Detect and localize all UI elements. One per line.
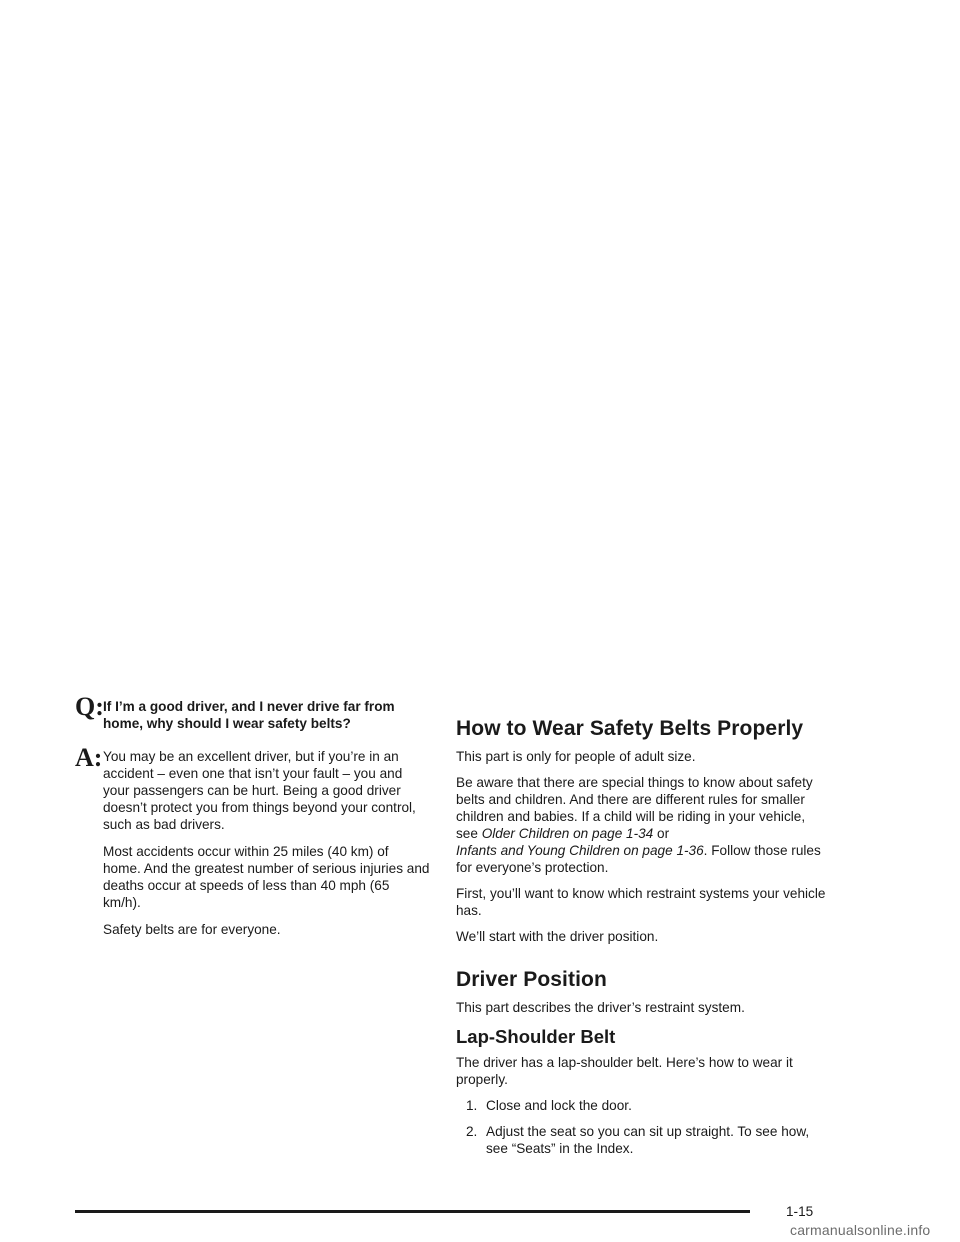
- step-number: 1.: [466, 1098, 478, 1113]
- steps-list: [456, 1097, 828, 1157]
- question-text: If I’m a good driver, and I never drive far from home, why should I wear safety belts?: [103, 699, 395, 731]
- answer-block: [75, 744, 430, 833]
- section-heading: How to Wear Safety Belts Properly: [456, 717, 804, 740]
- answer-paragraph: Safety belts are for everyone.: [103, 922, 281, 937]
- paragraph: First, you’ll want to know which restraint systems your vehicle has.: [456, 886, 826, 918]
- paragraph-with-references: [456, 774, 828, 876]
- text: or: [653, 826, 670, 841]
- answer-text: You may be an excellent driver, but if you’re in an accident – even one that isn’t your fault – you and your passengers can be hurt. Being a good driver doesn’t protect you from things beyond your control, such as bad drivers.: [103, 749, 416, 832]
- list-item: [456, 1097, 828, 1114]
- answer-paragraph: Most accidents occur within 25 miles (40 km) of home. And the greatest number of serious injuries and deaths occur at speeds of less than 40 mph (65 km/h).: [103, 844, 430, 910]
- cross-reference-link[interactable]: Infants and Young Children on page 1-36: [456, 843, 704, 858]
- qa-column: [75, 693, 430, 938]
- subsection-heading: Lap-Shoulder Belt: [456, 1026, 616, 1047]
- watermark: carmanualsonline.info: [790, 1222, 931, 1238]
- step-number: 2.: [466, 1124, 478, 1139]
- question-block: [75, 693, 430, 732]
- a-letter: A:: [75, 743, 103, 772]
- q-letter: Q:: [75, 692, 104, 721]
- step-text: Close and lock the door.: [486, 1098, 632, 1113]
- paragraph: This part is only for people of adult size.: [456, 749, 696, 764]
- text: Be aware that there are special things to know about safety belts and children. And there are different rules for smaller children and babies. If a child will be riding in your vehicle, see: [456, 775, 813, 841]
- paragraph: The driver has a lap-shoulder belt. Here’s how to wear it properly.: [456, 1055, 793, 1087]
- section-heading: Driver Position: [456, 968, 607, 991]
- list-item: [456, 1123, 828, 1157]
- paragraph: We’ll start with the driver position.: [456, 929, 659, 944]
- step-text: Adjust the seat so you can sit up straight. To see how, see “Seats” in the Index.: [486, 1124, 810, 1156]
- content-column: [456, 716, 828, 1166]
- footer-rule: [75, 1210, 750, 1213]
- page-number: 1-15: [786, 1204, 814, 1219]
- answer-paragraphs: [75, 843, 430, 938]
- cross-reference-link[interactable]: Older Children on page 1-34: [481, 826, 654, 841]
- text: . Follow those rules for everyone’s protection.: [456, 843, 821, 875]
- paragraph: This part describes the driver’s restraint system.: [456, 1000, 745, 1015]
